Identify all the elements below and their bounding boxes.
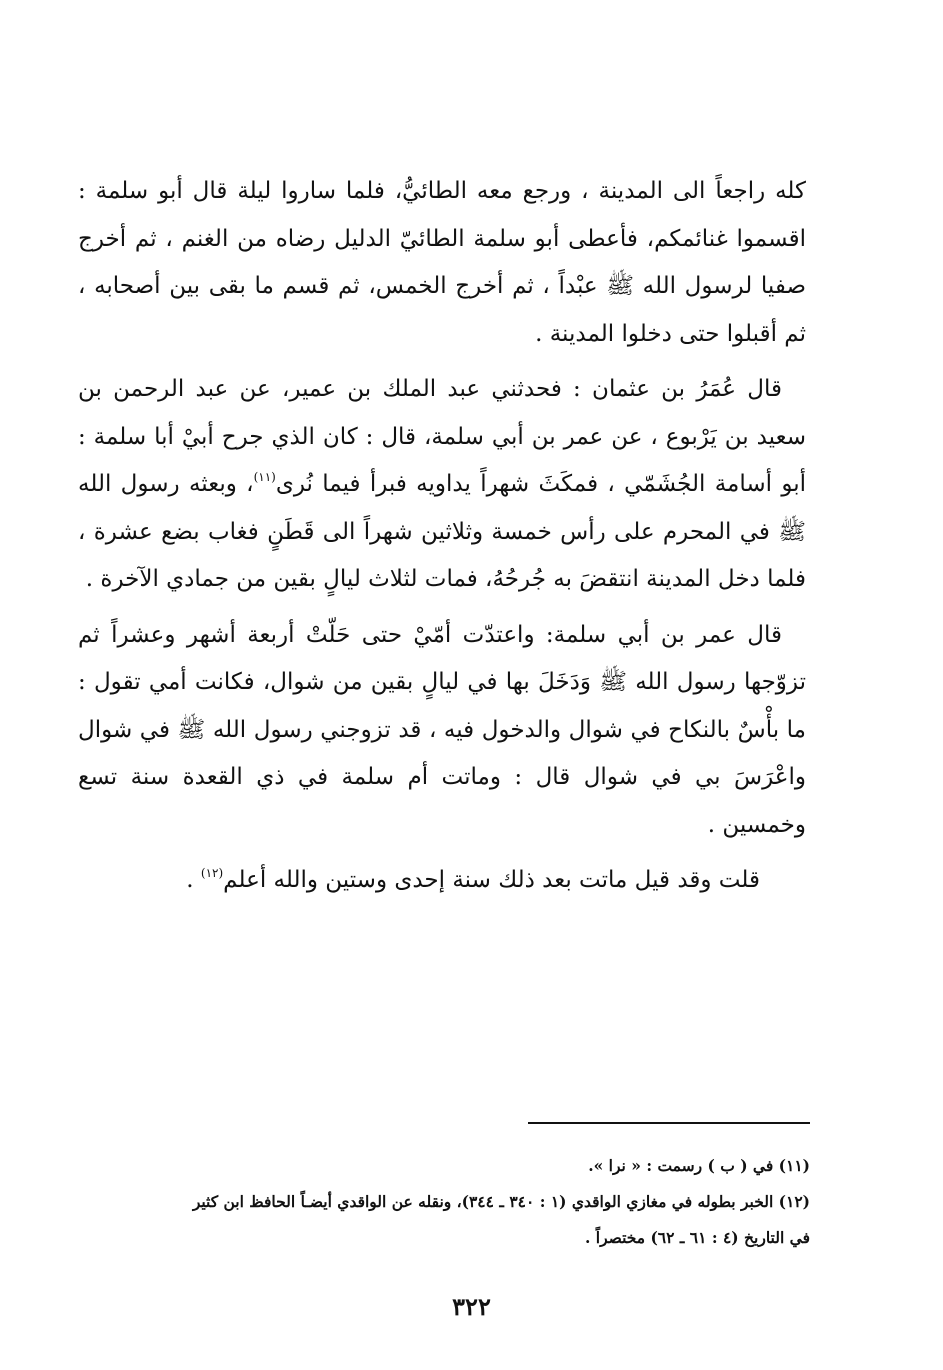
page-number: ٣٢٢ — [452, 1292, 491, 1321]
paragraph-1 — [78, 168, 806, 358]
paragraph-2 — [78, 366, 806, 604]
paragraph-3-text: قال عمر بن أبي سلمة: واعتدّت أمّيْ حتى حَلّتْ أربعة أشهر وعشراً ثم تزوّجها رسول الله ﷺ وَدَخَلَ بها في ليالٍ بقين من شوال، فكانت أمي تقول : ما بأْسٌ بالنكاح في شوال والدخول فيه ، قد تزوجني رسول الله ﷺ في شوال واعْرَسَ بي في شوال قال : وماتت أم سلمة في ذي القعدة سنة تسع وخمسين . — [78, 621, 806, 838]
paragraph-2-text-rest: ، وبعثه رسول الله ﷺ في المحرم على رأس خمسة وثلاثين شهراً الى قَطَنٍ فغاب بضع عشرة ، فلما دخل المدينة انتقضَ به جُرحُهُ، فمات لثلاث ليالٍ بقين من جمادي الآخرة . — [78, 471, 806, 592]
paragraph-4-end: . — [186, 867, 201, 893]
footnote-ref-12[interactable]: (١٢) — [200, 866, 224, 880]
footnote-12-line-2: في التاريخ (٤ : ٦١ ـ ٦٢) مختصراً . — [584, 1228, 810, 1247]
footnote-divider — [528, 1122, 810, 1124]
paragraph-2-text: قال عُمَرُ بن عثمان : فحدثني عبد الملك بن عمير، عن عبد الرحمن بن سعيد بن يَرْبوع ، عن عمر بن أبي سلمة، قال : كان الذي جرح أبيْ أبا سلمة : أبو أسامة الجُشَمّي ، فمكَثَ شهراً يداويه فبرأ فيما نُرى — [78, 376, 807, 497]
main-text — [78, 168, 806, 913]
paragraph-4 — [78, 857, 806, 905]
paragraph-3 — [78, 612, 806, 850]
footnote-11: (١١) في ( ب ) رسمت : « نرا ». — [588, 1156, 810, 1175]
paragraph-1-text: كله راجعاً الى المدينة ، ورجع معه الطائيُّ، فلما ساروا ليلة قال أبو سلمة : اقسموا غنائمكم، فأعطى أبو سلمة الطائيّ الدليل رضاه من الغنم ، ثم أخرج صفيا لرسول الله ﷺ عبْداً ، ثم أخرج الخمس، ثم قسم ما بقى بين أصحابه ، ثم أقبلوا حتى دخلوا المدينة . — [78, 178, 806, 347]
footnote-ref-11[interactable]: (١١) — [253, 470, 276, 484]
footnote-12-line-1: (١٢) الخبر بطوله في مغازي الواقدي (١ : ٣٤٠ ـ ٣٤٤)، ونقله عن الواقدي أيضـاً الحافظ ابن كثير — [192, 1192, 810, 1211]
paragraph-4-text: قلت وقد قيل ماتت بعد ذلك سنة إحدى وستين والله أعلم — [223, 867, 760, 893]
footnotes — [66, 1148, 810, 1256]
